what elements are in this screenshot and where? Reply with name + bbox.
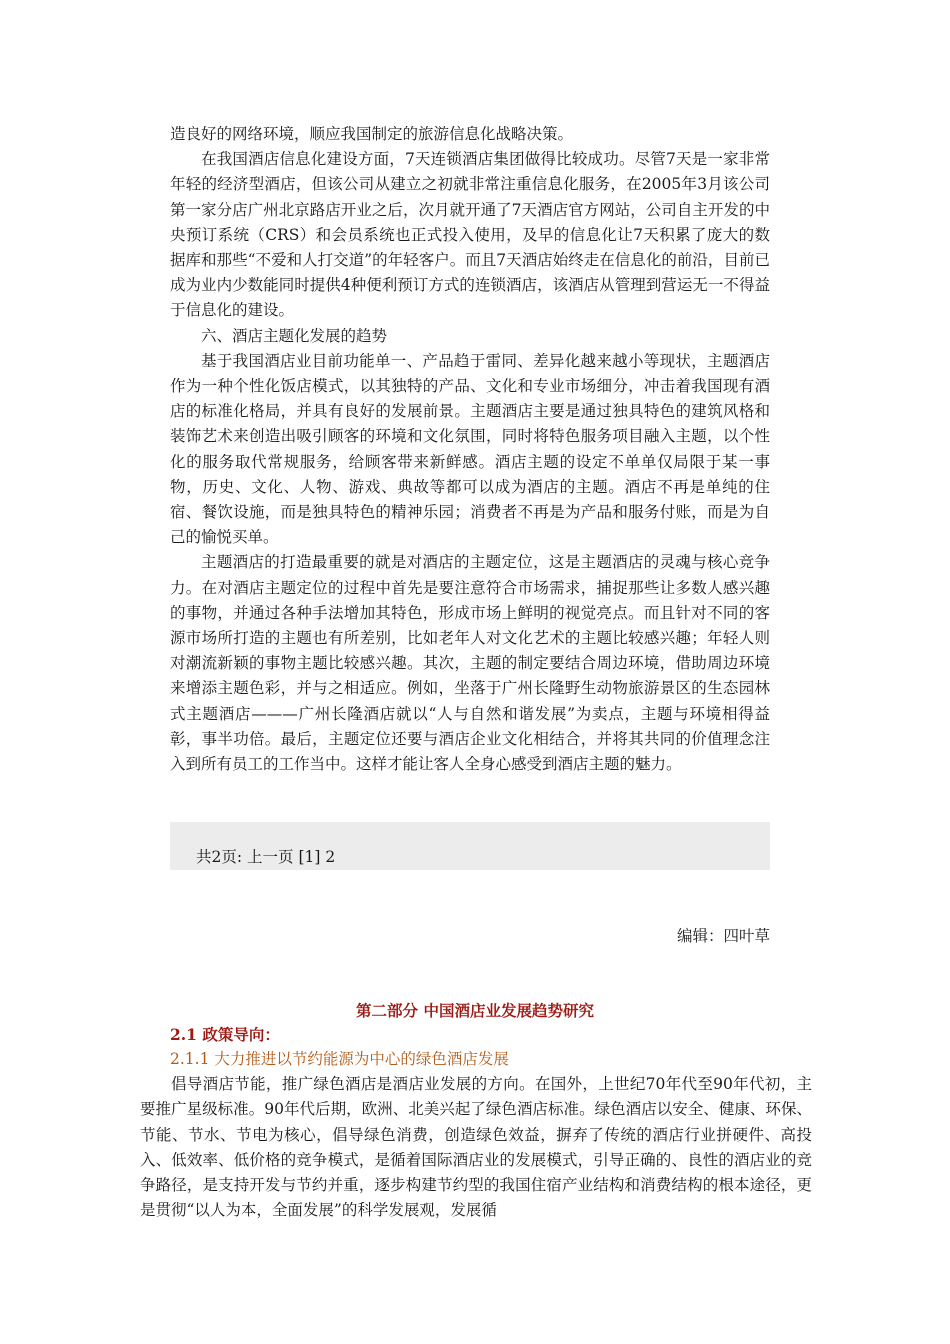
part-two-body	[140, 1072, 812, 1224]
page-2-current: 2	[325, 848, 336, 866]
article-paragraph-2: 在我国酒店信息化建设方面，7天连锁酒店集团做得比较成功。尽管7天是一家非常年轻的经济型酒店，但该公司从建立之初就非常注重信息化服务，在2005年3月该公司第一家分店广州北京路店开业之后，次月就开通了7天酒店官方网站，公司自主开发的中央预订系统（CRS）和会员系统也正式投入使用，及早的信息化让7天积累了庞大的数据库和那些“不爱和人打交道”的年轻客户。而且7天酒店始终走在信息化的前沿，目前已成为业内少数能同时提供4种便利预订方式的连锁酒店，该酒店从管理到营运无一不得益于信息化的建设。	[170, 150, 770, 320]
article-paragraph-5: 主题酒店的打造最重要的就是对酒店的主题定位，这是主题酒店的灵魂与核心竞争力。在对酒店主题定位的过程中首先是要注意符合市场需求，捕捉那些让多数人感兴趣的事物，并通过各种手法增加其特色，形成市场上鲜明的视觉亮点。而且针对不同的客源市场所打造的主题也有所差别，比如老年人对文化艺术的主题比较感兴趣；年轻人则对潮流新颖的事物主题比较感兴趣。其次，主题的制定要结合周边环境，借助周边环境来增添主题色彩，并与之相适应。例如，坐落于广州长隆野生动物旅游景区的生态园林式主题酒店———广州长隆酒店就以“人与自然和谐发展”为卖点，主题与环境相得益彰，事半功倍。最后，主题定位还要与酒店企业文化相结合，并将其共同的价值理念注入到所有员工的工作当中。这样才能让客人全身心感受到酒店主题的魅力。	[170, 553, 770, 774]
pagination	[196, 847, 335, 867]
section-six-heading: 六、酒店主题化发展的趋势	[201, 326, 388, 345]
pagination-bar	[170, 822, 770, 870]
section-2-1-heading: 2.1 政策导向：	[170, 1025, 280, 1044]
article-paragraph-4: 基于我国酒店业目前功能单一、产品趋于雷同、差异化越来越小等现状，主题酒店作为一种个性化饭店模式，以其独特的产品、文化和专业市场细分，冲击着我国现有酒店的标准化格局，并具有良好的发展前景。主题酒店主要是通过独具特色的建筑风格和装饰艺术来创造出吸引顾客的环境和文化氛围，同时将特色服务项目融入主题，以个性化的服务取代常规服务，给顾客带来新鲜感。酒店主题的设定不单单仅局限于某一事物，历史、文化、人物、游戏、典故等都可以成为酒店的主题。酒店不再是单纯的住宿、餐饮设施，而是独具特色的精神乐园；消费者不再是为产品和服务付账，而是为自己的愉悦买单。	[170, 351, 770, 547]
part-two-title: 第二部分 中国酒店业发展趋势研究	[356, 1001, 594, 1020]
section-2-1-1-heading: 2.1.1 大力推进以节约能源为中心的绿色酒店发展	[170, 1050, 509, 1068]
prev-page-link[interactable]: 上一页	[247, 848, 294, 866]
editor-credit: 编辑：四叶草	[676, 927, 770, 945]
part-two-paragraph: 倡导酒店节能，推广绿色酒店是酒店业发展的方向。在国外，上世纪70年代至90年代初，主要推广星级标准。90年代后期，欧洲、北美兴起了绿色酒店标准。绿色酒店以安全、健康、环保、节能、节水、节电为核心，倡导绿色消费，创造绿色效益，摒弃了传统的酒店行业拼硬件、高投入、低效率、低价格的竞争模式，是循着国际酒店业的发展模式，引导正确的、良性的酒店业的竞争路径，是支持开发与节约并重，逐步构建节约型的我国住宿产业结构和消费结构的根本途径，更是贯彻“以人为本，全面发展”的科学发展观，发展循	[140, 1075, 812, 1220]
article-body	[170, 122, 770, 777]
article-paragraph-1: 造良好的网络环境，顺应我国制定的旅游信息化战略决策。	[170, 125, 574, 143]
pagination-total: 共2页:	[196, 848, 243, 866]
page-1-link[interactable]: [1]	[298, 848, 321, 866]
